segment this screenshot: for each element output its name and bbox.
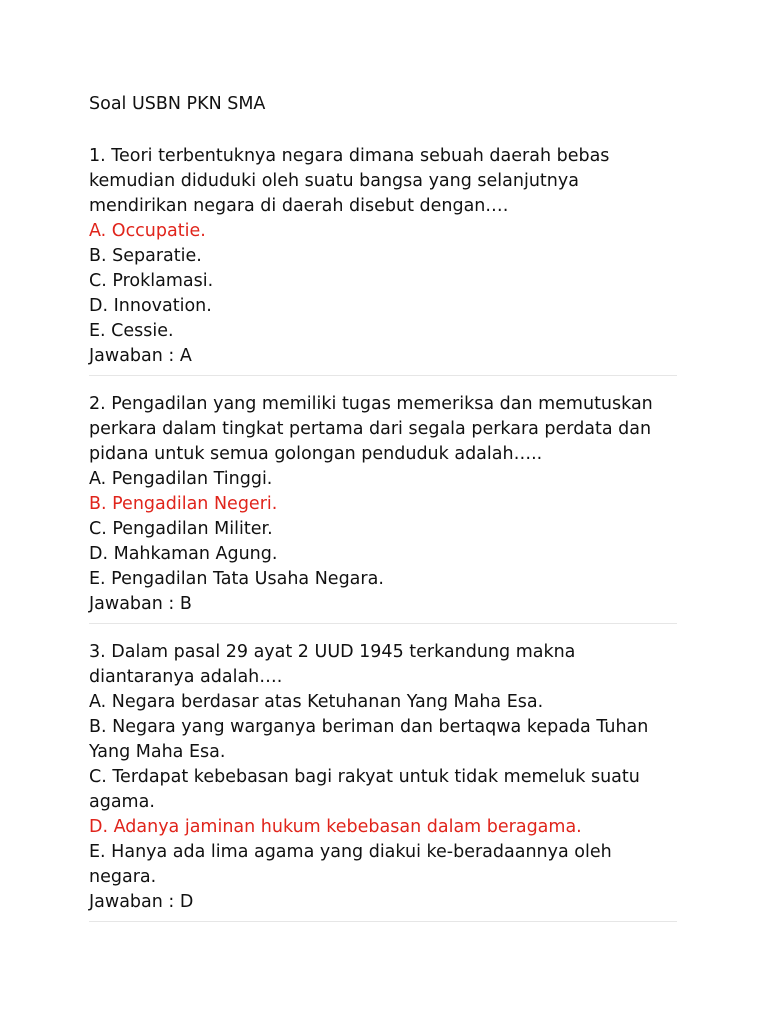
question-text-line: pidana untuk semua golongan penduduk adalah….. — [89, 444, 543, 464]
answer-option: C. Proklamasi. — [89, 271, 214, 291]
question-text-line: perkara dalam tingkat pertama dari segala perkara perdata dan — [89, 419, 652, 439]
question-block — [89, 144, 677, 376]
answer-option: negara. — [89, 867, 157, 887]
answer-option: B. Negara yang warganya beriman dan bertaqwa kepada Tuhan — [89, 717, 649, 737]
answer-option: A. Negara berdasar atas Ketuhanan Yang Maha Esa. — [89, 692, 544, 712]
answer-key: Jawaban : D — [89, 892, 194, 912]
question-text-line: 1. Teori terbentuknya negara dimana sebuah daerah bebas — [89, 146, 610, 166]
answer-option: C. Terdapat kebebasan bagi rakyat untuk tidak memeluk suatu — [89, 767, 640, 787]
question-block — [89, 392, 677, 624]
answer-option: agama. — [89, 792, 155, 812]
answer-option: E. Cessie. — [89, 321, 174, 341]
answer-option: E. Hanya ada lima agama yang diakui ke-beradaannya oleh — [89, 842, 612, 862]
question-text-line: 3. Dalam pasal 29 ayat 2 UUD 1945 terkandung makna — [89, 642, 576, 662]
answer-option: D. Innovation. — [89, 296, 212, 316]
question-text-line: diantaranya adalah…. — [89, 667, 283, 687]
answer-option: C. Pengadilan Militer. — [89, 519, 273, 539]
answer-key: Jawaban : B — [89, 594, 192, 614]
answer-option: D. Mahkaman Agung. — [89, 544, 278, 564]
question-block — [89, 640, 677, 922]
answer-option: E. Pengadilan Tata Usaha Negara. — [89, 569, 384, 589]
answer-key: Jawaban : A — [89, 346, 192, 366]
question-list — [89, 144, 689, 922]
question-text-line: kemudian diduduki oleh suatu bangsa yang selanjutnya — [89, 171, 579, 191]
answer-option: B. Separatie. — [89, 246, 202, 266]
document-page — [89, 92, 689, 938]
document-title: Soal USBN PKN SMA — [89, 94, 266, 114]
question-text-line: 2. Pengadilan yang memiliki tugas memeriksa dan memutuskan — [89, 394, 653, 414]
correct-option: B. Pengadilan Negeri. — [89, 494, 278, 514]
answer-option: Yang Maha Esa. — [89, 742, 226, 762]
correct-option: D. Adanya jaminan hukum kebebasan dalam beragama. — [89, 817, 582, 837]
correct-option: A. Occupatie. — [89, 221, 206, 241]
answer-option: A. Pengadilan Tinggi. — [89, 469, 273, 489]
question-text-line: mendirikan negara di daerah disebut dengan.… — [89, 196, 509, 216]
